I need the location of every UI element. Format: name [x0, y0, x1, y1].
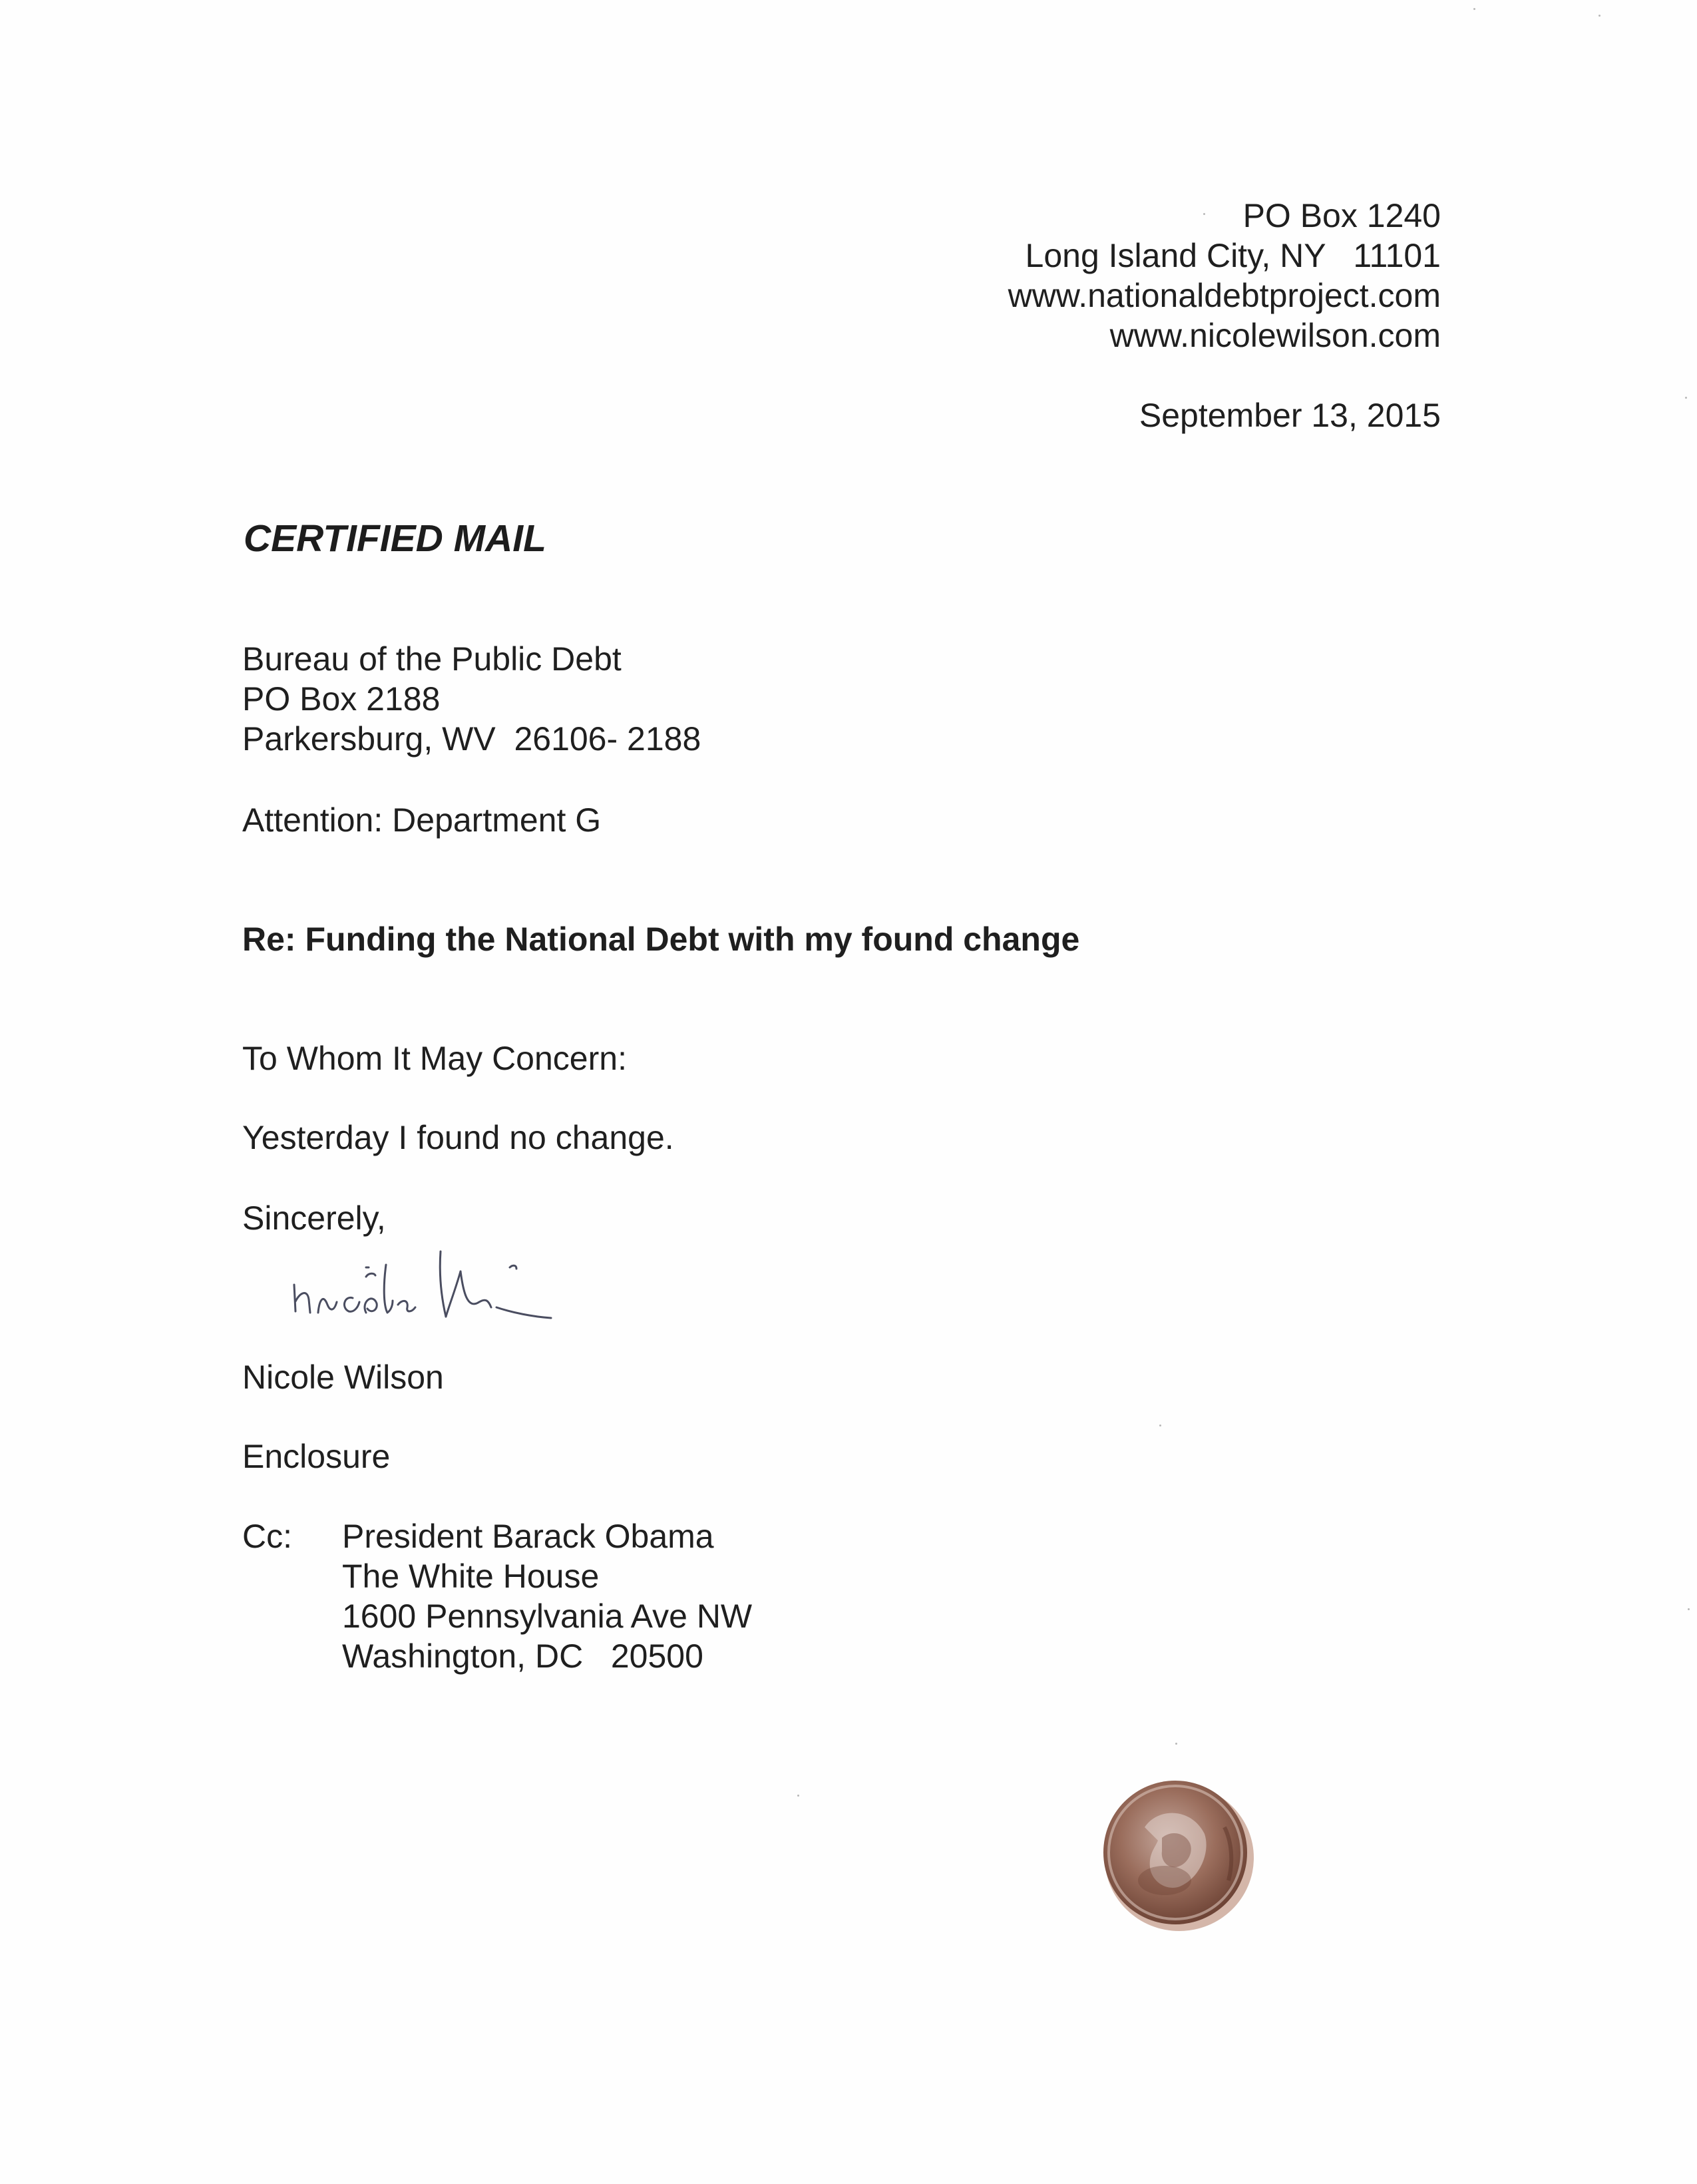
body-paragraph: Yesterday I found no change.: [242, 1119, 674, 1156]
certified-mail-heading: CERTIFIED MAIL: [244, 517, 546, 560]
closing: [242, 1198, 386, 1238]
attention-text: Attention: Department G: [242, 801, 602, 839]
sender-name: [242, 1357, 444, 1397]
scan-speck: [1599, 15, 1601, 17]
cc-line-3: 1600 Pennsylvania Ave NW: [342, 1598, 753, 1635]
enclosure-text: Enclosure: [242, 1438, 391, 1475]
scan-speck: [1688, 1608, 1690, 1610]
scan-speck: [1203, 213, 1205, 215]
handwritten-signature: [286, 1238, 685, 1338]
cc-address: [342, 1516, 752, 1676]
cc-line-1: President Barack Obama: [342, 1518, 714, 1555]
scan-speck: [1685, 397, 1687, 399]
attention-line: [242, 800, 601, 840]
letter-body: [242, 1118, 674, 1158]
date-text: September 13, 2015: [1139, 397, 1441, 434]
salutation: [242, 1038, 627, 1078]
recipient-line-2: PO Box 2188: [242, 680, 441, 718]
scan-speck: [1473, 8, 1475, 10]
scan-speck: [1159, 1424, 1161, 1426]
cc-label: [242, 1516, 292, 1556]
letter-date: [1139, 395, 1441, 435]
return-address-line-4: www.nicolewilson.com: [1109, 317, 1441, 354]
closing-text: Sincerely,: [242, 1200, 386, 1237]
subject-line: Re: Funding the National Debt with my found change: [242, 921, 1080, 958]
recipient-line-3: Parkersburg, WV 26106- 2188: [242, 720, 701, 758]
cc-line-4: Washington, DC 20500: [342, 1638, 703, 1675]
return-address-line-2: Long Island City, NY 11101: [1025, 237, 1441, 274]
salutation-text: To Whom It May Concern:: [242, 1040, 627, 1077]
recipient-line-1: Bureau of the Public Debt: [242, 640, 622, 678]
recipient-address: [242, 639, 701, 759]
return-address-line-1: PO Box 1240: [1242, 197, 1441, 234]
sender-name-text: Nicole Wilson: [242, 1359, 444, 1396]
enclosure-note: [242, 1436, 390, 1476]
return-address-line-3: www.nationaldebtproject.com: [1008, 277, 1441, 314]
penny-coin: [1098, 1774, 1258, 1934]
cc-label-text: Cc:: [242, 1518, 292, 1555]
scan-speck: [1175, 1743, 1177, 1745]
return-address: [1008, 196, 1441, 355]
scan-speck: [797, 1795, 799, 1797]
cc-line-2: The White House: [342, 1558, 600, 1595]
